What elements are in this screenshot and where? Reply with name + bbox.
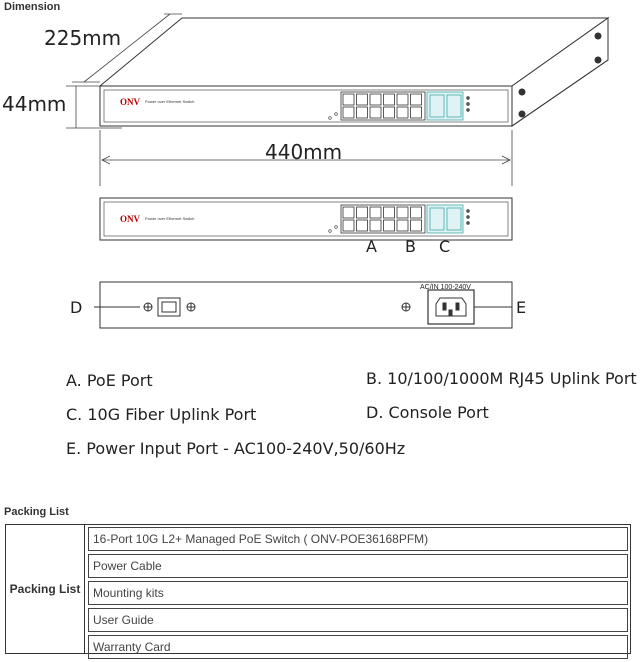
depth-label: 225mm <box>44 26 122 50</box>
power-rating-label: AC/IN 100-240V <box>420 284 471 291</box>
callout-d: D <box>70 298 83 317</box>
dimension-heading: Dimension <box>4 1 61 13</box>
packing-list-item: 16-Port 10G L2+ Managed PoE Switch ( ONV-POE36168PFM) <box>88 527 628 551</box>
callout-e: E <box>516 298 527 317</box>
legend-power-input: E. Power Input Port - AC100-240V,50/60Hz <box>66 439 406 458</box>
height-label: 44mm <box>2 92 67 116</box>
model-line-2: Power over Ethernet Switch <box>145 216 195 221</box>
brand-logo-2: ONV <box>120 214 140 224</box>
packing-list-item: Warranty Card <box>88 635 628 659</box>
brand-logo-1: ONV <box>120 97 140 107</box>
legend-poe-port: A. PoE Port <box>66 371 153 390</box>
callout-a: A <box>366 237 377 256</box>
callout-c: C <box>439 237 451 256</box>
callout-b: B <box>405 237 416 256</box>
packing-list-item: Mounting kits <box>88 581 628 605</box>
packing-list-heading: Packing List <box>4 506 69 518</box>
packing-list-table <box>5 524 631 654</box>
packing-list-item: Power Cable <box>88 554 628 578</box>
legend-rj45-uplink: B. 10/100/1000M RJ45 Uplink Port <box>366 369 637 388</box>
model-line-1: Power over Ethernet Switch <box>145 99 195 104</box>
width-label: 440mm <box>265 140 343 164</box>
switch-perspective-view <box>100 18 608 126</box>
legend-fiber-uplink: C. 10G Fiber Uplink Port <box>66 405 257 424</box>
packing-list-row-header: Packing List <box>6 525 85 653</box>
legend-console-port: D. Console Port <box>366 403 489 422</box>
packing-list-item: User Guide <box>88 608 628 632</box>
